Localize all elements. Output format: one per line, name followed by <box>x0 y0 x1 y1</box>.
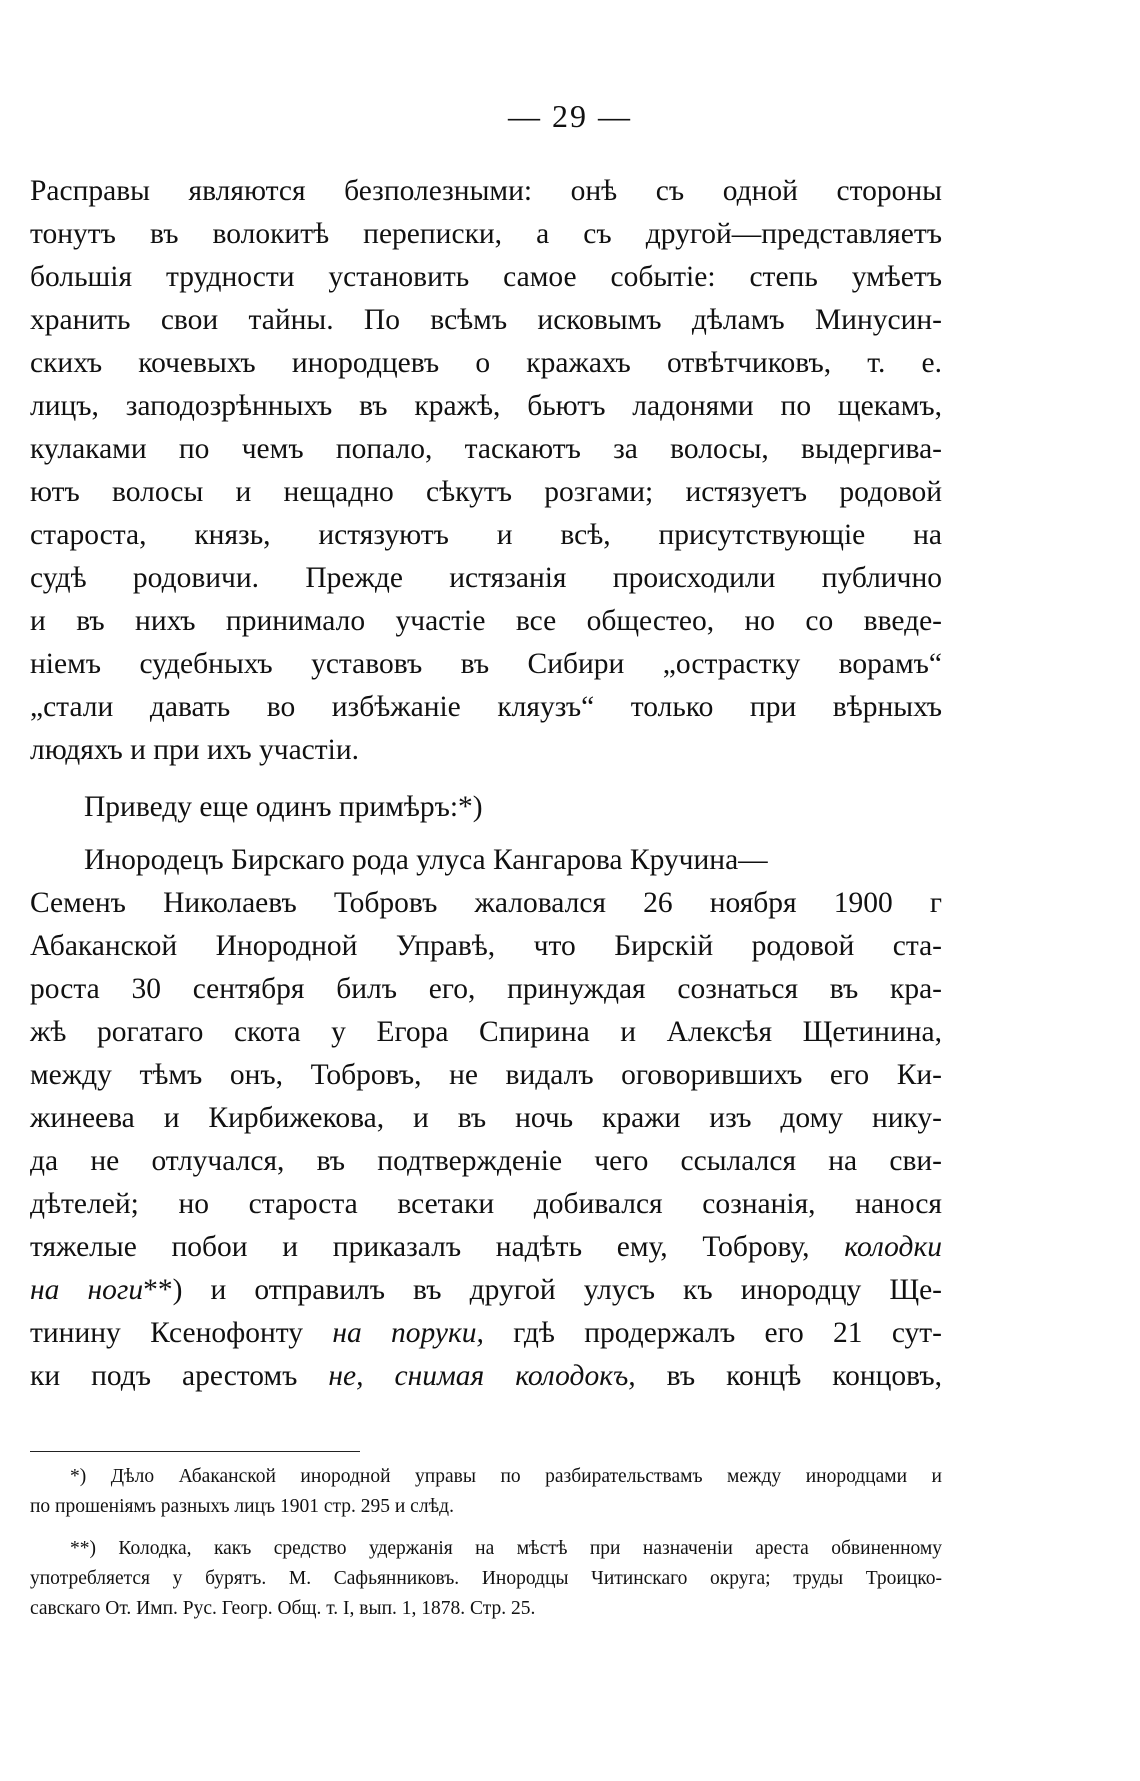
text-line: дѣтелей; но староста всетаки добивался сознанія, нанося <box>30 1188 942 1220</box>
footnote-line: по прошеніямъ разныхъ лицъ 1901 стр. 295 и слѣд. <box>30 1496 454 1517</box>
text-line: староста, князь, истязуютъ и всѣ, присутствующіе на <box>30 519 942 551</box>
footnote-line: *) Дѣло Абаканской инородной управы по разбирательствамъ между инородцами и <box>70 1466 942 1487</box>
text-line: кулаками по чемъ попало, таскаютъ за волосы, выдергива- <box>30 433 942 465</box>
text-segment: ки подъ арестомъ <box>30 1360 298 1392</box>
text-line: да не отлучался, въ подтвержденіе чего ссылался на сви- <box>30 1145 942 1177</box>
footnote-1 <box>30 1462 942 1522</box>
text-segment: гдѣ продержалъ его 21 сут- <box>513 1317 942 1349</box>
italic-term: на поруки, <box>332 1317 484 1349</box>
text-segment: **) и отправилъ въ другой улусъ къ инородцу Ще- <box>143 1274 943 1306</box>
text-line: ютъ волосы и нещадно сѣкутъ розгами; истязуетъ родовой <box>30 476 942 508</box>
text-line: Расправы являются безполезными: онѣ съ одной стороны <box>30 175 942 207</box>
text-line: людяхъ и при ихъ участіи. <box>30 734 360 766</box>
italic-term: колодки <box>844 1231 943 1263</box>
text-line: хранить свои тайны. По всѣмъ исковымъ дѣламъ Минусин- <box>30 304 942 336</box>
paragraph-1 <box>30 170 942 772</box>
text-line: судѣ родовичи. Прежде истязанія происходили публично <box>30 562 942 594</box>
text-line: ніемъ судебныхъ уставовъ въ Сибири „острастку ворамъ“ <box>30 648 942 680</box>
text-line: роста 30 сентября билъ его, принуждая сознаться въ кра- <box>30 973 942 1005</box>
text-line <box>30 1355 942 1398</box>
footnote-2 <box>30 1534 942 1624</box>
text-segment: тинину Ксенофонту <box>30 1317 304 1349</box>
text-line: лицъ, заподозрѣнныхъ въ кражѣ, бьютъ ладонями по щекамъ, <box>30 390 942 422</box>
page-number: — 29 — <box>508 98 632 134</box>
text-line: жѣ рогатаго скота у Егора Спирина и Алексѣя Щетинина, <box>30 1016 942 1048</box>
text-line: Инородецъ Бирскаго рода улуса Кангарова Кручина— <box>84 844 768 876</box>
text-line <box>30 1226 942 1269</box>
footnotes <box>30 1462 942 1624</box>
footnote-line: **) Колодка, какъ средство удержанія на мѣстѣ при назначеніи ареста обвиненному <box>70 1538 942 1559</box>
text-line: большія трудности установить самое событіе: степь умѣетъ <box>30 261 942 293</box>
text-segment: въ концѣ концовъ, <box>666 1360 942 1392</box>
text-line: тонутъ въ волокитѣ переписки, а съ другой—представляетъ <box>30 218 942 250</box>
text-line: и въ нихъ принимало участіе все общестео, но со введе- <box>30 605 942 637</box>
footnote-line: савскаго От. Имп. Рус. Геогр. Общ. т. I, вып. 1, 1878. Стр. 25. <box>30 1598 536 1619</box>
text-line: Семенъ Николаевъ Тобровъ жаловался 26 ноября 1900 г <box>30 887 942 919</box>
text-line: „стали давать во избѣжаніе кляузъ“ только при вѣрныхъ <box>30 691 942 723</box>
text-line: между тѣмъ онъ, Тобровъ, не видалъ оговорившихъ его Ки- <box>30 1059 942 1091</box>
paragraph-2 <box>30 839 942 1398</box>
text-line <box>30 1312 942 1355</box>
text-line: Абаканской Инородной Управѣ, что Бирскій родовой ста- <box>30 930 942 962</box>
text-segment: тяжелые побои и приказалъ надѣть ему, Тоброву, <box>30 1231 810 1263</box>
paragraph-intro: Приведу еще одинъ примѣръ:*) <box>84 791 483 823</box>
main-text <box>30 170 942 1398</box>
text-line: скихъ кочевыхъ инородцевъ о кражахъ отвѣтчиковъ, т. е. <box>30 347 942 379</box>
italic-term: не, снимая колодокъ, <box>328 1360 636 1392</box>
footnote-divider <box>30 1451 360 1452</box>
italic-term: на ноги <box>30 1274 144 1306</box>
footnote-line: употребляется у бурятъ. М. Сафьянниковъ. Инородцы Читинскаго округа; труды Троицко- <box>30 1568 942 1589</box>
text-line <box>30 1269 942 1312</box>
text-line: жинеева и Кирбижекова, и въ ночь кражи изъ дому нику- <box>30 1102 942 1134</box>
